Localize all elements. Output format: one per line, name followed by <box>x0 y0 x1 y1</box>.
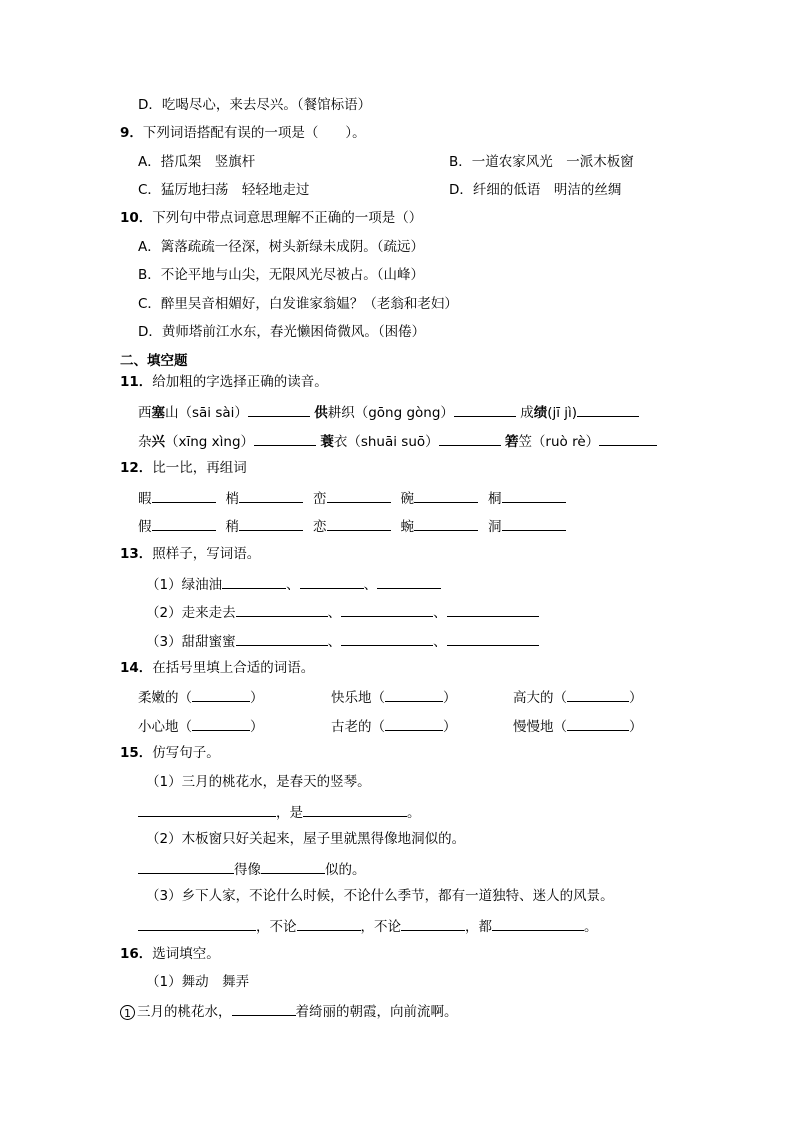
question-9-option-b: B．一道农家风光 一派木板窗 <box>449 154 634 170</box>
answer-blank[interactable] <box>192 686 250 702</box>
question-9-stem: 下列词语搭配有误的一项是（ ）。 <box>142 125 366 141</box>
compare-char: 假 <box>138 519 152 535</box>
word-options: （1）舞动 舞弄 <box>146 974 250 990</box>
answer-blank[interactable] <box>192 715 250 731</box>
answer-blank[interactable] <box>385 715 443 731</box>
question-12-stem: 比一比，再组词 <box>152 460 247 476</box>
answer-blank[interactable] <box>236 630 328 646</box>
answer-blank[interactable] <box>439 430 501 446</box>
question-16 <box>120 944 220 964</box>
answer-blank[interactable] <box>567 686 629 702</box>
question-16-stem: 选词填空。 <box>152 946 220 962</box>
question-13-stem: 照样子，写词语。 <box>152 546 261 562</box>
answer-blank[interactable] <box>447 601 539 617</box>
example-sentence-2: （2）木板窗只好关起来，屋子里就黑得像地洞似的。 <box>146 831 466 847</box>
question-10 <box>120 208 422 228</box>
question-12 <box>120 458 247 478</box>
question-10-stem: 下列句中带点词意思理解不正确的一项是（） <box>152 210 423 226</box>
pinyin-row <box>138 430 657 452</box>
question-9-option-c: C．猛厉地扫荡 轻轻地走过 <box>138 182 310 198</box>
answer-blank[interactable] <box>341 630 433 646</box>
imitation-line: ，不论 ，不论 ，都 。 <box>138 915 598 937</box>
pinyin-item: 箬笠（ruò rè） <box>504 434 600 450</box>
question-15-stem: 仿写句子。 <box>152 745 220 761</box>
question-12-number: 12． <box>120 460 153 476</box>
question-11-number: 11． <box>120 374 153 390</box>
answer-blank[interactable] <box>577 401 639 417</box>
question-10-option-d: D．黄师塔前江水东，春光懒困倚微风。（困倦） <box>138 324 426 340</box>
answer-blank[interactable] <box>239 487 303 503</box>
answer-blank[interactable] <box>385 686 443 702</box>
answer-blank[interactable] <box>138 858 234 874</box>
question-10-option-c: C．醉里吴音相媚好，白发谁家翁媪？（老翁和老妇） <box>138 296 458 312</box>
answer-blank[interactable] <box>152 487 216 503</box>
answer-blank[interactable] <box>377 573 441 589</box>
compare-row <box>138 487 566 509</box>
circled-number-1: 1 <box>120 1005 135 1020</box>
answer-blank[interactable] <box>261 858 325 874</box>
answer-blank[interactable] <box>152 515 216 531</box>
answer-blank[interactable] <box>414 487 478 503</box>
answer-blank[interactable] <box>303 801 407 817</box>
answer-blank[interactable] <box>599 430 657 446</box>
pinyin-item: 蓑衣（shuāi suō） <box>320 434 439 450</box>
word-pattern-row: （3）甜甜蜜蜜 、 、 <box>146 630 539 652</box>
section-title: 二、填空题 <box>120 353 188 369</box>
question-15 <box>120 743 220 763</box>
word-pattern-row: （2）走来走去 、 、 <box>146 601 539 623</box>
example-sentence-1: （1）三月的桃花水，是春天的竖琴。 <box>146 774 371 790</box>
compare-char: 恋 <box>313 519 327 535</box>
compare-char: 洞 <box>488 519 502 535</box>
question-9 <box>120 123 366 143</box>
imitation-line: 得像 似的。 <box>138 858 366 880</box>
compare-char: 梢 <box>225 491 239 507</box>
fill-item: 古老的（ ） <box>331 715 457 737</box>
fill-item: 慢慢地（ ） <box>513 715 643 737</box>
question-10-option-b: B．不论平地与山尖，无限风光尽被占。（山峰） <box>138 267 425 283</box>
question-14-stem: 在括号里填上合适的词语。 <box>152 660 315 676</box>
answer-blank[interactable] <box>254 430 316 446</box>
compare-row <box>138 515 566 537</box>
answer-blank[interactable] <box>239 515 303 531</box>
answer-blank[interactable] <box>222 573 286 589</box>
compare-char: 暇 <box>138 491 152 507</box>
fill-item: 柔嫩的（ ） <box>138 686 264 708</box>
pinyin-item: 杂兴（xīng xìng） <box>138 434 255 450</box>
fill-item: 高大的（ ） <box>513 686 643 708</box>
compare-char: 稍 <box>225 519 239 535</box>
pinyin-row <box>138 401 639 423</box>
compare-char: 蜿 <box>400 519 414 535</box>
pinyin-item: 供耕织（gōng gòng） <box>314 405 454 421</box>
question-14-number: 14． <box>120 660 153 676</box>
answer-blank[interactable] <box>327 487 391 503</box>
answer-blank[interactable] <box>447 630 539 646</box>
answer-blank[interactable] <box>492 915 584 931</box>
answer-blank[interactable] <box>232 1000 296 1016</box>
answer-blank[interactable] <box>248 401 310 417</box>
fill-item: 小心地（ ） <box>138 715 264 737</box>
pinyin-item: 成绩(jī jì) <box>520 405 578 421</box>
answer-blank[interactable] <box>567 715 629 731</box>
answer-blank[interactable] <box>138 801 276 817</box>
question-13-number: 13． <box>120 546 153 562</box>
question-15-number: 15． <box>120 745 153 761</box>
answer-blank[interactable] <box>341 601 433 617</box>
question-9-number: 9． <box>120 125 143 141</box>
answer-blank[interactable] <box>502 515 566 531</box>
question-11 <box>120 372 328 392</box>
question-16-number: 16． <box>120 946 153 962</box>
compare-char: 桐 <box>488 491 502 507</box>
answer-blank[interactable] <box>414 515 478 531</box>
question-14 <box>120 658 314 678</box>
answer-blank[interactable] <box>502 487 566 503</box>
answer-blank[interactable] <box>300 573 364 589</box>
answer-blank[interactable] <box>454 401 516 417</box>
word-pattern-row: （1）绿油油 、 、 <box>146 573 441 595</box>
question-10-number: 10． <box>120 210 153 226</box>
question-9-option-a: A．搭瓜架 竖旗杆 <box>138 154 256 170</box>
question-9-option-d: D．纤细的低语 明洁的丝绸 <box>449 182 622 198</box>
imitation-line: ，是 。 <box>138 801 421 823</box>
answer-blank[interactable] <box>401 915 465 931</box>
pinyin-item: 西塞山（sāi sài） <box>138 405 248 421</box>
q8-option-d: D．吃喝尽心，来去尽兴。（餐馆标语） <box>138 97 372 113</box>
answer-blank[interactable] <box>297 915 361 931</box>
question-13 <box>120 544 260 564</box>
fill-item: 快乐地（ ） <box>331 686 457 708</box>
answer-blank[interactable] <box>327 515 391 531</box>
answer-blank[interactable] <box>236 601 328 617</box>
fill-sentence: 1 三月的桃花水， 着绮丽的朝霞，向前流啊。 <box>120 1000 458 1022</box>
question-10-option-a: A．篱落疏疏一径深，树头新绿未成阴。（疏远） <box>138 239 424 255</box>
compare-char: 峦 <box>313 491 327 507</box>
compare-char: 碗 <box>400 491 414 507</box>
example-sentence-3: （3）乡下人家，不论什么时候，不论什么季节，都有一道独特、迷人的风景。 <box>146 888 614 904</box>
answer-blank[interactable] <box>138 915 256 931</box>
question-11-stem: 给加粗的字选择正确的读音。 <box>152 374 328 390</box>
